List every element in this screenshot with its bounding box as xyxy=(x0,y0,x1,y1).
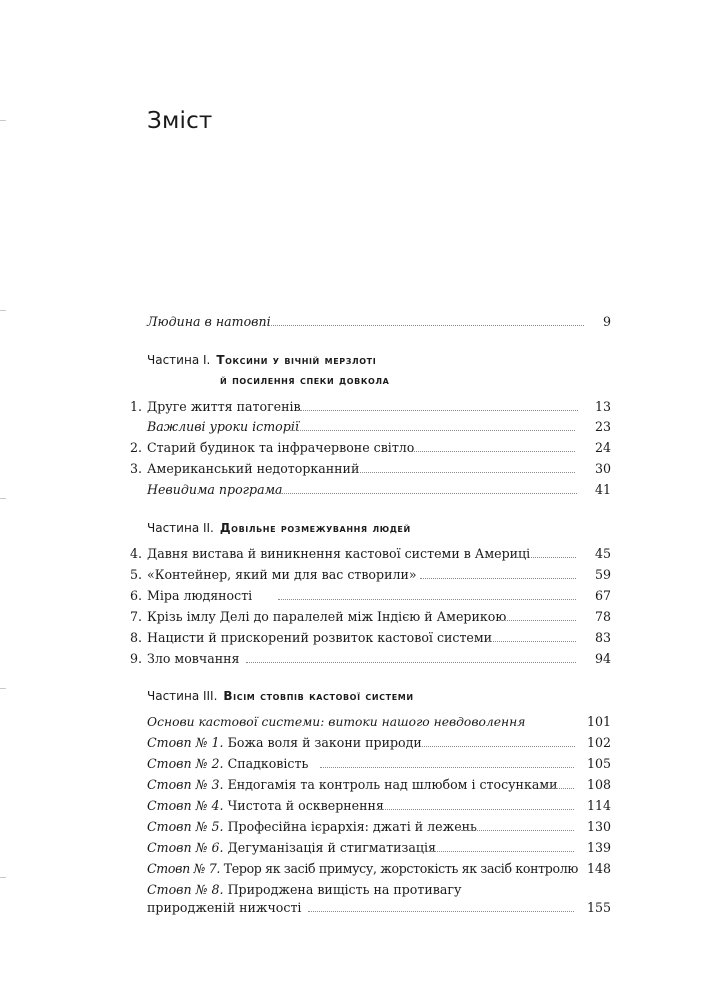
dot-leader xyxy=(488,640,576,642)
toc-entry xyxy=(0,545,728,563)
chapter-number: 2. xyxy=(129,440,142,455)
toc-entry xyxy=(0,566,728,584)
page-number: 13 xyxy=(594,399,611,414)
crop-mark xyxy=(0,310,6,311)
part-title: Токсини у вічній мерзлоті xyxy=(216,353,377,367)
dot-leader xyxy=(538,787,574,789)
toc-entry xyxy=(0,713,728,731)
toc-entry xyxy=(0,460,728,478)
dot-leader xyxy=(358,471,575,473)
entry-title: Друге життя патогенів xyxy=(147,399,301,414)
part-title-line2: й посилення спеки довкола xyxy=(220,373,390,387)
dot-leader xyxy=(308,910,574,912)
dot-leader xyxy=(376,808,574,810)
dot-leader xyxy=(290,429,575,431)
entry-title: Терор як засіб примусу, жорстокість як засіб контролю xyxy=(223,861,578,876)
pillar-prefix: Стовп № 3. xyxy=(147,777,224,792)
toc-entry xyxy=(0,398,728,416)
chapter-number: 5. xyxy=(129,567,142,582)
chapter-number: 6. xyxy=(129,588,142,603)
page-number: 105 xyxy=(586,756,611,771)
dot-leader xyxy=(516,556,576,558)
page-number: 30 xyxy=(594,461,611,476)
part-title: Довільне розмежування людей xyxy=(219,521,411,535)
dot-leader xyxy=(456,829,574,831)
page-number: 45 xyxy=(594,546,611,561)
entry-title: Спадковість xyxy=(227,756,309,771)
page-number: 9 xyxy=(602,314,611,329)
entry-title: Важливі уроки історії xyxy=(147,419,299,434)
pillar-prefix: Стовп № 2. xyxy=(147,756,224,771)
page-number: 114 xyxy=(586,798,611,813)
entry-title: Людина в натовпі xyxy=(147,314,271,329)
pillar-prefix: Стовп № 6. xyxy=(147,840,224,855)
toc-entry xyxy=(0,481,728,499)
part-title: Вісім стовпів кастової системи xyxy=(223,689,414,703)
entry-title: Ендогамія та контроль над шлюбом і стосунками xyxy=(227,777,558,792)
page-number: 78 xyxy=(594,609,611,624)
pillar-entry xyxy=(0,797,728,815)
toc-entry xyxy=(0,608,728,626)
dot-leader xyxy=(278,598,576,600)
dot-leader xyxy=(420,577,576,579)
pillar-prefix: Стовп № 8. xyxy=(147,882,224,897)
chapter-number: 7. xyxy=(129,609,142,624)
pillar-entry xyxy=(0,755,728,773)
toc-entry xyxy=(0,629,728,647)
pillar-entry xyxy=(0,860,728,878)
page-number: 83 xyxy=(594,630,611,645)
toc-entry xyxy=(0,439,728,457)
toc-entry-intro xyxy=(0,313,728,331)
page-number: 24 xyxy=(594,440,611,455)
page-number: 67 xyxy=(594,588,611,603)
page-number: 102 xyxy=(586,735,611,750)
dot-leader xyxy=(300,409,578,411)
entry-title: Старий будинок та інфрачервоне світло xyxy=(147,440,415,455)
dot-leader xyxy=(420,850,574,852)
toc-entry xyxy=(0,418,728,436)
page-number: 108 xyxy=(586,777,611,792)
page-number: 41 xyxy=(594,482,611,497)
page-number: 148 xyxy=(586,861,611,876)
pillar-entry-continued xyxy=(0,899,728,917)
entry-title: Невидима програма xyxy=(147,482,283,497)
entry-title: Дегуманізація й стигматизація xyxy=(227,840,436,855)
page-number: 155 xyxy=(586,900,611,915)
chapter-number: 9. xyxy=(129,651,142,666)
page-number: 139 xyxy=(586,840,611,855)
page-number: 130 xyxy=(586,819,611,834)
chapter-number: 4. xyxy=(129,546,142,561)
part-heading-2 xyxy=(147,519,411,537)
pillar-entry xyxy=(0,818,728,836)
crop-mark xyxy=(0,120,6,121)
part-heading-1 xyxy=(147,351,376,369)
pillar-entry xyxy=(0,839,728,857)
entry-title: Чистота й осквернення xyxy=(227,798,384,813)
dot-leader xyxy=(246,661,576,663)
entry-title: Професійна ієрархія: джаті й лежень xyxy=(227,819,477,834)
page-title: Зміст xyxy=(147,108,213,134)
pillar-entry xyxy=(0,734,728,752)
page-number: 59 xyxy=(594,567,611,582)
entry-title: Зло мовчання xyxy=(147,651,240,666)
part-label: Частина III. xyxy=(147,689,218,703)
chapter-number: 1. xyxy=(129,399,142,414)
entry-title: Природжена вищість на противагу xyxy=(227,882,462,897)
chapter-number: 3. xyxy=(129,461,142,476)
entry-title: Міра людяності xyxy=(147,588,253,603)
entry-title-line2: природженій нижчості xyxy=(147,900,302,915)
dot-leader xyxy=(498,619,576,621)
toc-entry xyxy=(0,587,728,605)
entry-title: Божа воля й закони природи xyxy=(227,735,422,750)
entry-title: Основи кастової системи: витоки нашого невдоволення xyxy=(147,715,526,729)
dot-leader xyxy=(320,766,574,768)
part-label: Частина II. xyxy=(147,521,214,535)
page-number: 23 xyxy=(594,419,611,434)
chapter-number: 8. xyxy=(129,630,142,645)
dot-leader xyxy=(412,450,575,452)
dot-leader xyxy=(262,324,584,326)
pillar-entry xyxy=(0,881,728,899)
dot-leader xyxy=(390,745,575,747)
pillar-prefix: Стовп № 5. xyxy=(147,819,224,834)
pillar-prefix: Стовп № 4. xyxy=(147,798,224,813)
entry-title: Нацисти й прискорений розвиток кастової системи xyxy=(147,630,493,645)
page-number: 94 xyxy=(594,651,611,666)
pillar-prefix: Стовп № 7. xyxy=(147,861,221,876)
entry-title: Крізь імлу Делі до паралелей між Індією й Америкою xyxy=(147,609,507,624)
entry-title: «Контейнер, який ми для вас створили» xyxy=(147,567,417,582)
part-heading-3 xyxy=(147,687,414,705)
pillar-entry xyxy=(0,776,728,794)
pillar-prefix: Стовп № 1. xyxy=(147,735,224,750)
dot-leader xyxy=(274,492,577,494)
crop-mark xyxy=(0,688,6,689)
entry-title: Американський недоторканний xyxy=(147,461,360,476)
page-number: 101 xyxy=(586,714,611,729)
part-label: Частина I. xyxy=(147,353,211,367)
entry-title: Давня вистава й виникнення кастової системи в Америці xyxy=(147,546,531,561)
toc-entry xyxy=(0,650,728,668)
